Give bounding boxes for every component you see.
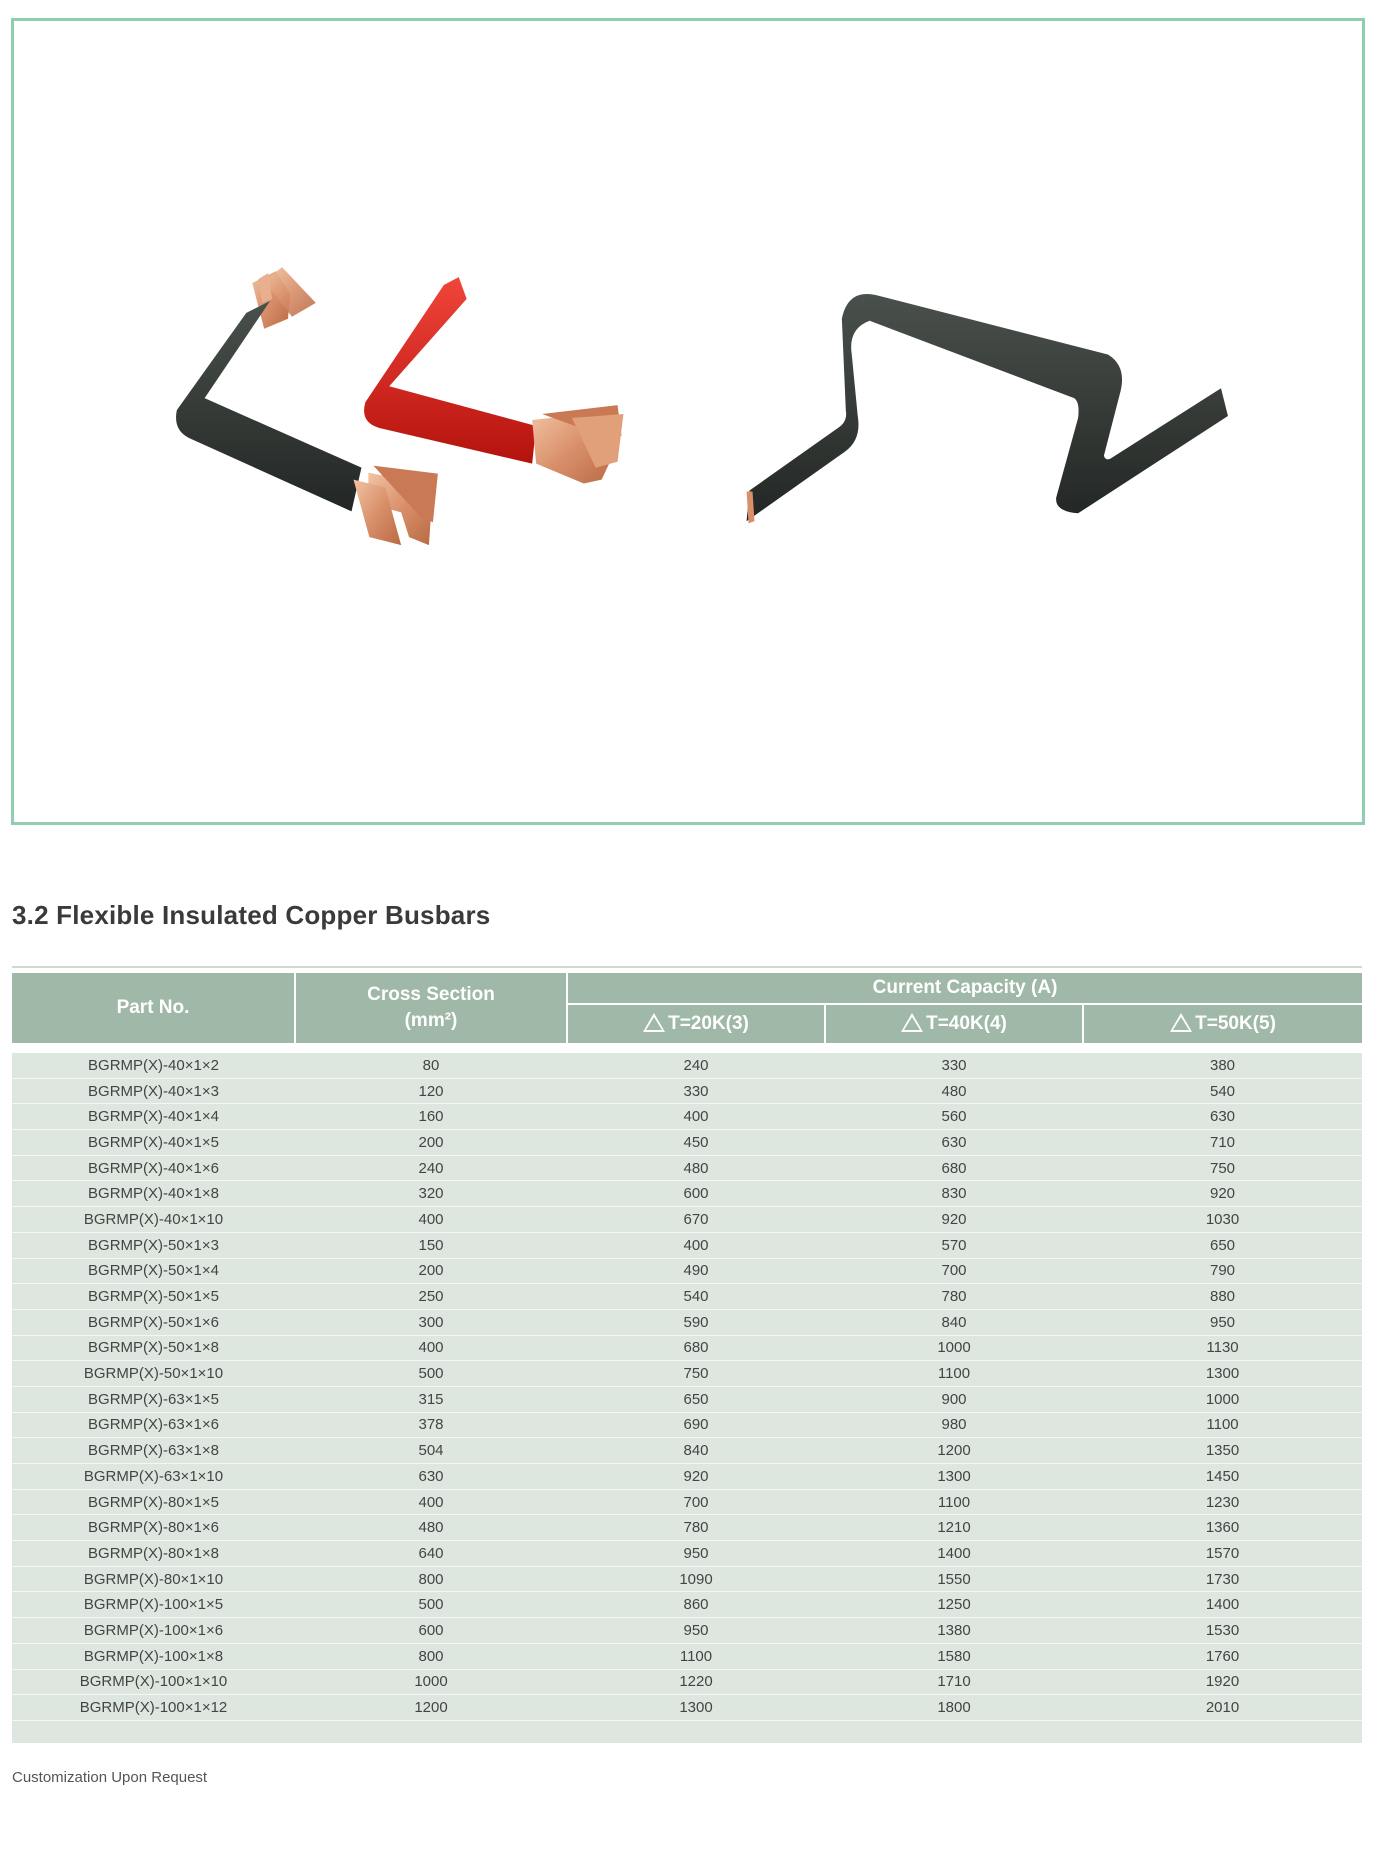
t40-cell: 920 xyxy=(825,1207,1083,1233)
t40-cell: 480 xyxy=(825,1078,1083,1104)
t50-cell: 1230 xyxy=(1083,1489,1362,1515)
section-title: 3.2 Flexible Insulated Copper Busbars xyxy=(12,900,491,930)
pad-cell xyxy=(567,1720,825,1743)
part-no-cell: BGRMP(X)-63×1×8 xyxy=(12,1438,295,1464)
part-no-cell: BGRMP(X)-40×1×3 xyxy=(12,1078,295,1104)
part-no-cell: BGRMP(X)-80×1×5 xyxy=(12,1489,295,1515)
t20-cell: 490 xyxy=(567,1258,825,1284)
t40-cell: 840 xyxy=(825,1309,1083,1335)
part-no-cell: BGRMP(X)-50×1×6 xyxy=(12,1309,295,1335)
cross-section-cell: 80 xyxy=(295,1053,567,1078)
part-no-cell: BGRMP(X)-63×1×5 xyxy=(12,1386,295,1412)
cross-section-cell: 1000 xyxy=(295,1669,567,1695)
t40-cell: 1800 xyxy=(825,1695,1083,1721)
black-u-busbar xyxy=(747,294,1228,523)
table-row xyxy=(12,1104,1362,1130)
t40-cell: 630 xyxy=(825,1130,1083,1156)
table-row xyxy=(12,1181,1362,1207)
t20-cell: 700 xyxy=(567,1489,825,1515)
table-row xyxy=(12,1541,1362,1567)
footnote: Customization Upon Request xyxy=(12,1769,208,1786)
part-no-cell: BGRMP(X)-100×1×8 xyxy=(12,1643,295,1669)
t20-cell: 950 xyxy=(567,1541,825,1567)
t50-cell: 920 xyxy=(1083,1181,1362,1207)
t50-cell: 880 xyxy=(1083,1284,1362,1310)
t50-cell: 1530 xyxy=(1083,1618,1362,1644)
part-no-cell: BGRMP(X)-40×1×5 xyxy=(12,1130,295,1156)
t40-cell: 980 xyxy=(825,1412,1083,1438)
delta-icon xyxy=(643,1013,665,1032)
part-no-cell: BGRMP(X)-40×1×4 xyxy=(12,1104,295,1130)
table-row xyxy=(12,1566,1362,1592)
t20-cell: 540 xyxy=(567,1284,825,1310)
t50-cell: 540 xyxy=(1083,1078,1362,1104)
pad-cell xyxy=(12,1720,295,1743)
cross-section-cell: 160 xyxy=(295,1104,567,1130)
part-no-cell: BGRMP(X)-100×1×10 xyxy=(12,1669,295,1695)
t50-cell: 1760 xyxy=(1083,1643,1362,1669)
part-no-cell: BGRMP(X)-40×1×10 xyxy=(12,1207,295,1233)
part-no-cell: BGRMP(X)-40×1×6 xyxy=(12,1155,295,1181)
table-row xyxy=(12,1258,1362,1284)
t50-cell: 2010 xyxy=(1083,1695,1362,1721)
table-row xyxy=(12,1078,1362,1104)
t20-cell: 1100 xyxy=(567,1643,825,1669)
cross-section-cell: 250 xyxy=(295,1284,567,1310)
header-t40 xyxy=(825,1004,1083,1043)
t40-cell: 1380 xyxy=(825,1618,1083,1644)
t20-cell: 480 xyxy=(567,1155,825,1181)
header-t50 xyxy=(1083,1004,1362,1043)
t50-cell: 1450 xyxy=(1083,1464,1362,1490)
t20-cell: 690 xyxy=(567,1412,825,1438)
cross-section-cell: 504 xyxy=(295,1438,567,1464)
t50-cell: 1360 xyxy=(1083,1515,1362,1541)
part-no-cell: BGRMP(X)-80×1×10 xyxy=(12,1566,295,1592)
cross-section-cell: 630 xyxy=(295,1464,567,1490)
cross-section-cell: 400 xyxy=(295,1335,567,1361)
t40-cell: 680 xyxy=(825,1155,1083,1181)
header-spacer xyxy=(12,1043,1362,1053)
t20-cell: 400 xyxy=(567,1232,825,1258)
cross-section-cell: 120 xyxy=(295,1078,567,1104)
t50-cell: 790 xyxy=(1083,1258,1362,1284)
cross-section-cell: 800 xyxy=(295,1566,567,1592)
table-row xyxy=(12,1053,1362,1078)
red-l-busbar xyxy=(364,277,623,483)
t40-cell: 830 xyxy=(825,1181,1083,1207)
t50-cell: 1030 xyxy=(1083,1207,1362,1233)
table-row xyxy=(12,1438,1362,1464)
t40-cell: 1300 xyxy=(825,1464,1083,1490)
t40-cell: 1250 xyxy=(825,1592,1083,1618)
table-row xyxy=(12,1489,1362,1515)
part-no-cell: BGRMP(X)-63×1×6 xyxy=(12,1412,295,1438)
t20-cell: 590 xyxy=(567,1309,825,1335)
part-no-cell: BGRMP(X)-80×1×8 xyxy=(12,1541,295,1567)
table-row xyxy=(12,1643,1362,1669)
t40-cell: 700 xyxy=(825,1258,1083,1284)
t50-cell: 380 xyxy=(1083,1053,1362,1078)
part-no-cell: BGRMP(X)-63×1×10 xyxy=(12,1464,295,1490)
t20-cell: 1300 xyxy=(567,1695,825,1721)
t40-cell: 330 xyxy=(825,1053,1083,1078)
t50-cell: 1730 xyxy=(1083,1566,1362,1592)
cross-section-cell: 200 xyxy=(295,1258,567,1284)
header-part-no: Part No. xyxy=(12,973,295,1043)
t20-cell: 780 xyxy=(567,1515,825,1541)
pad-cell xyxy=(1083,1720,1362,1743)
t20-cell: 600 xyxy=(567,1181,825,1207)
cross-section-cell: 150 xyxy=(295,1232,567,1258)
t50-cell: 1130 xyxy=(1083,1335,1362,1361)
cross-section-cell: 378 xyxy=(295,1412,567,1438)
t20-cell: 650 xyxy=(567,1386,825,1412)
part-no-cell: BGRMP(X)-80×1×6 xyxy=(12,1515,295,1541)
part-no-cell: BGRMP(X)-50×1×8 xyxy=(12,1335,295,1361)
part-no-cell: BGRMP(X)-50×1×3 xyxy=(12,1232,295,1258)
pad-cell xyxy=(295,1720,567,1743)
table-row xyxy=(12,1309,1362,1335)
t50-cell: 950 xyxy=(1083,1309,1362,1335)
t20-cell: 840 xyxy=(567,1438,825,1464)
cross-section-cell: 640 xyxy=(295,1541,567,1567)
product-photo xyxy=(14,21,1362,822)
t40-cell: 1100 xyxy=(825,1361,1083,1387)
t50-cell: 1000 xyxy=(1083,1386,1362,1412)
table-row xyxy=(12,1515,1362,1541)
table-row xyxy=(12,1361,1362,1387)
cross-section-cell: 1200 xyxy=(295,1695,567,1721)
table-row xyxy=(12,1155,1362,1181)
part-no-cell: BGRMP(X)-100×1×6 xyxy=(12,1618,295,1644)
cross-section-cell: 315 xyxy=(295,1386,567,1412)
t20-cell: 240 xyxy=(567,1053,825,1078)
cross-section-cell: 240 xyxy=(295,1155,567,1181)
t40-cell: 780 xyxy=(825,1284,1083,1310)
t40-cell: 560 xyxy=(825,1104,1083,1130)
title-divider xyxy=(12,966,1362,968)
t50-cell: 1300 xyxy=(1083,1361,1362,1387)
t50-cell: 1100 xyxy=(1083,1412,1362,1438)
table-row xyxy=(12,1695,1362,1721)
header-cross-section-unit: (mm²) xyxy=(404,1010,458,1031)
t50-cell: 1570 xyxy=(1083,1541,1362,1567)
table-row xyxy=(12,1232,1362,1258)
t40-cell: 1200 xyxy=(825,1438,1083,1464)
header-t20-label: T=20K(3) xyxy=(668,1013,749,1034)
table-row xyxy=(12,1592,1362,1618)
t20-cell: 920 xyxy=(567,1464,825,1490)
cross-section-cell: 480 xyxy=(295,1515,567,1541)
header-cross-section-label: Cross Section xyxy=(367,984,495,1005)
header-cross-section xyxy=(295,973,567,1043)
cross-section-cell: 400 xyxy=(295,1207,567,1233)
t20-cell: 750 xyxy=(567,1361,825,1387)
product-photo-frame xyxy=(11,18,1365,825)
part-no-cell: BGRMP(X)-50×1×4 xyxy=(12,1258,295,1284)
t50-cell: 750 xyxy=(1083,1155,1362,1181)
spec-table xyxy=(12,973,1362,1743)
table-row xyxy=(12,1207,1362,1233)
table-row xyxy=(12,1386,1362,1412)
t40-cell: 1000 xyxy=(825,1335,1083,1361)
cross-section-cell: 300 xyxy=(295,1309,567,1335)
table-bottom-pad xyxy=(12,1720,1362,1743)
table-header xyxy=(12,973,1362,1053)
table-row xyxy=(12,1464,1362,1490)
t40-cell: 570 xyxy=(825,1232,1083,1258)
t50-cell: 1400 xyxy=(1083,1592,1362,1618)
cross-section-cell: 500 xyxy=(295,1361,567,1387)
table-row xyxy=(12,1669,1362,1695)
cross-section-cell: 320 xyxy=(295,1181,567,1207)
t40-cell: 1210 xyxy=(825,1515,1083,1541)
t20-cell: 950 xyxy=(567,1618,825,1644)
header-t40-label: T=40K(4) xyxy=(926,1013,1007,1034)
table-row xyxy=(12,1618,1362,1644)
t20-cell: 450 xyxy=(567,1130,825,1156)
table-row xyxy=(12,1412,1362,1438)
pad-cell xyxy=(825,1720,1083,1743)
t40-cell: 1550 xyxy=(825,1566,1083,1592)
t50-cell: 650 xyxy=(1083,1232,1362,1258)
part-no-cell: BGRMP(X)-50×1×5 xyxy=(12,1284,295,1310)
t40-cell: 1100 xyxy=(825,1489,1083,1515)
table-row xyxy=(12,1284,1362,1310)
t40-cell: 900 xyxy=(825,1386,1083,1412)
t20-cell: 680 xyxy=(567,1335,825,1361)
cross-section-cell: 800 xyxy=(295,1643,567,1669)
cross-section-cell: 200 xyxy=(295,1130,567,1156)
t20-cell: 1090 xyxy=(567,1566,825,1592)
t50-cell: 1350 xyxy=(1083,1438,1362,1464)
t20-cell: 1220 xyxy=(567,1669,825,1695)
cross-section-cell: 500 xyxy=(295,1592,567,1618)
t20-cell: 400 xyxy=(567,1104,825,1130)
header-t20 xyxy=(567,1004,825,1043)
t20-cell: 330 xyxy=(567,1078,825,1104)
delta-icon xyxy=(1170,1013,1192,1032)
part-no-cell: BGRMP(X)-40×1×2 xyxy=(12,1053,295,1078)
t50-cell: 630 xyxy=(1083,1104,1362,1130)
header-current-capacity: Current Capacity (A) xyxy=(567,973,1362,1004)
part-no-cell: BGRMP(X)-100×1×12 xyxy=(12,1695,295,1721)
part-no-cell: BGRMP(X)-50×1×10 xyxy=(12,1361,295,1387)
cross-section-cell: 400 xyxy=(295,1489,567,1515)
cross-section-cell: 600 xyxy=(295,1618,567,1644)
t40-cell: 1400 xyxy=(825,1541,1083,1567)
t40-cell: 1710 xyxy=(825,1669,1083,1695)
table-row xyxy=(12,1335,1362,1361)
t20-cell: 860 xyxy=(567,1592,825,1618)
header-t50-label: T=50K(5) xyxy=(1195,1013,1276,1034)
table-body xyxy=(12,1053,1362,1743)
t50-cell: 710 xyxy=(1083,1130,1362,1156)
t40-cell: 1580 xyxy=(825,1643,1083,1669)
table-row xyxy=(12,1130,1362,1156)
part-no-cell: BGRMP(X)-40×1×8 xyxy=(12,1181,295,1207)
delta-icon xyxy=(901,1013,923,1032)
t20-cell: 670 xyxy=(567,1207,825,1233)
part-no-cell: BGRMP(X)-100×1×5 xyxy=(12,1592,295,1618)
t50-cell: 1920 xyxy=(1083,1669,1362,1695)
